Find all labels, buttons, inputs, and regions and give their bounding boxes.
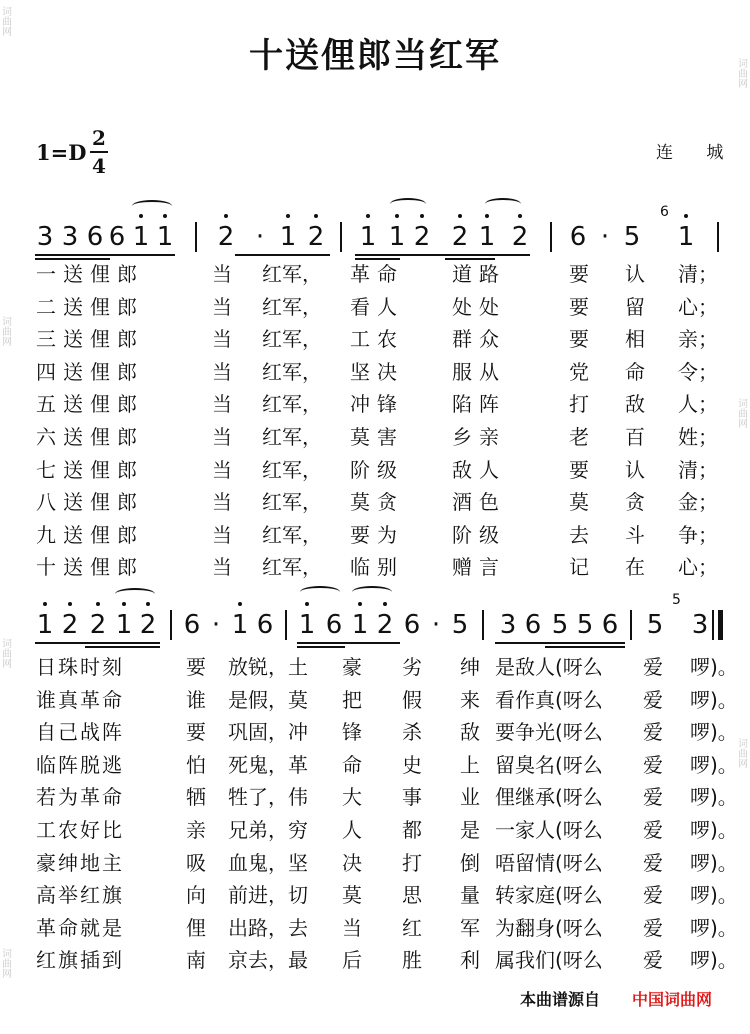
note: 2 [89,610,107,640]
slur [485,198,521,210]
lyric-segment: 爱 [643,915,663,940]
lyric-segment: 俚继承(呀么 [495,785,603,810]
lyric-segment: 南 [186,948,206,973]
note: 2 [217,222,235,252]
lyric-segment: 红军， [262,359,322,384]
beam-underline [495,642,625,644]
beam-underline [235,254,330,256]
high-octave-dot [96,602,100,606]
lyric-segment: 七送俚郎 [36,457,144,482]
note: 3 [691,610,709,640]
lyric-segment: 红军， [262,522,322,547]
lyric-segment: 爱 [643,850,663,875]
lyric-segment: 是 [460,818,480,842]
note: 2 [139,610,157,640]
note: 6 [524,610,542,640]
lyric-segment: 为翻身(呀么 [495,915,603,940]
lyric-segment: 打 [569,392,589,417]
lyric-segment: 吸 [186,850,206,875]
lyric-segment: 要为 [350,522,404,547]
lyric-segment: 当 [212,425,232,449]
note: 2 [307,222,325,252]
lyric-segment: 临阵脱逃 [36,752,124,777]
lyric-segment: 锋 [342,720,362,745]
lyric-segment: 酒色 [452,490,506,515]
lyric-segment: 爱 [643,752,663,777]
high-octave-dot [286,214,290,218]
lyric-segment: 啰)。 [690,687,738,712]
lyric-row [0,651,750,683]
lyric-segment: 八送俚郎 [36,490,144,515]
high-octave-dot [366,214,370,218]
lyric-segment: 亲 [186,818,206,842]
lyric-segment: 敌 [460,720,480,745]
watermark-right-2: 词曲网 [738,399,748,430]
beam-underline [85,646,160,648]
lyric-row [0,847,750,879]
lyric-segment: 业 [460,785,480,810]
lyric-segment: 豪 [342,655,362,679]
high-octave-dot [122,602,126,606]
lyric-segment: 谁 [186,687,206,712]
note-dot: · [211,610,221,640]
barline [630,610,632,640]
lyric-segment: 红 [402,915,422,940]
lyric-segment: 当 [212,294,232,319]
lyric-segment: 临别 [350,555,404,580]
barline [195,222,197,252]
lyric-segment: 高举红旗 [36,883,124,908]
watermark-left-1: 词曲网 [2,7,12,38]
lyric-segment: 当 [212,490,232,515]
lyric-segment: 假 [402,687,422,712]
barline [550,222,552,252]
note: 1 [156,222,174,252]
lyric-segment: 要 [569,294,589,319]
lyric-segment: 人； [678,392,718,417]
lyric-segment: 革命就是 [36,915,124,940]
note: 1 [115,610,133,640]
lyric-segment: 前进，切 [228,883,308,908]
lyric-segment: 留臭名(呀么 [495,752,603,777]
lyric-segment: 人 [342,818,362,842]
lyric-segment: 属我们(呀么 [495,948,603,973]
lyric-segment: 敌 [625,392,645,417]
lyric-segment: 血鬼，坚 [228,850,308,875]
lyric-segment: 认 [625,457,645,482]
composer-credit: 连 城 [656,143,738,163]
lyric-row [0,944,750,976]
barline [712,610,714,640]
lyric-segment: 倒 [460,850,480,875]
high-octave-dot [420,214,424,218]
note: 5 [451,610,469,640]
high-octave-dot [358,602,362,606]
lyric-row [0,519,750,551]
lyric-segment: 四送俚郎 [36,359,144,384]
note: 1 [478,222,496,252]
note: 1 [231,610,249,640]
lyric-segment: 阶级 [452,522,506,547]
lyric-segment: 要 [569,262,589,286]
lyric-segment: 胜 [402,948,422,973]
barline [285,610,287,640]
note: 6 [403,610,421,640]
lyric-segment: 一家人(呀么 [495,818,603,842]
lyric-segment: 九送俚郎 [36,522,144,547]
lyric-segment: 牺 [186,785,206,810]
watermark-left-2: 词曲网 [2,317,12,348]
note-dot: · [431,610,441,640]
lyric-segment: 六送俚郎 [36,425,144,449]
note: 6 [569,222,587,252]
final-barline [718,610,723,640]
grace-note: 6 [660,204,669,220]
watermark-right-1: 词曲网 [738,59,748,90]
barline [717,222,719,252]
lyric-segment: 思 [402,883,422,908]
lyric-segment: 命 [342,752,362,777]
lyric-segment: 劣 [402,655,422,679]
staff-line-2 [0,592,750,658]
lyric-segment: 事 [402,785,422,810]
note: 5 [551,610,569,640]
lyric-segment: 当 [342,915,362,940]
lyric-segment: 史 [402,752,422,777]
lyric-segment: 十送俚郎 [36,555,144,580]
high-octave-dot [139,214,143,218]
lyric-segment: 爱 [643,687,663,712]
lyric-segment: 日珠时刻 [36,655,124,679]
lyric-segment: 命 [625,359,645,384]
high-octave-dot [485,214,489,218]
lyric-segment: 红旗插到 [36,948,124,973]
lyric-segment: 爱 [643,720,663,745]
lyric-segment: 决 [342,850,362,875]
lyric-segment: 在 [625,555,645,580]
slur [390,198,426,210]
lyric-segment: 啰)。 [690,915,738,940]
lyric-segment: 巩固，冲 [228,720,308,745]
note: 6 [183,610,201,640]
lyric-segment: 啰)。 [690,818,738,842]
lyric-segment: 当 [212,555,232,580]
note: 1 [677,222,695,252]
beam-underline [545,646,625,648]
barline [340,222,342,252]
lyric-segment: 绅 [460,655,480,679]
lyric-segment: 啰)。 [690,850,738,875]
lyric-segment: 服从 [452,359,506,384]
lyric-segment: 赠言 [452,555,506,580]
high-octave-dot [43,602,47,606]
high-octave-dot [68,602,72,606]
lyric-segment: 老 [569,425,589,449]
note: 6 [601,610,619,640]
time-top: 2 [92,126,106,150]
slur [300,586,340,598]
lyric-segment: 红军， [262,490,322,515]
lyric-segment: 百 [625,425,645,449]
lyric-segment: 啰)。 [690,785,738,810]
beam-underline [297,646,345,648]
lyric-segment: 自己战阵 [36,720,124,745]
lyric-segment: 打 [402,850,422,875]
lyric-segment: 相 [625,327,645,352]
lyric-segment: 爱 [643,655,663,679]
lyric-segment: 兄弟，穷 [228,818,308,842]
note: 6 [108,222,126,252]
lyric-segment: 红军， [262,457,322,482]
lyric-segment: 斗 [625,522,645,547]
note: 1 [351,610,369,640]
time-bottom: 4 [92,154,106,178]
lyric-segment: 五送俚郎 [36,392,144,417]
lyric-segment: 红军， [262,294,322,319]
lyric-segment: 转家庭(呀么 [495,883,603,908]
lyric-row [0,454,750,486]
lyric-row [0,356,750,388]
source-site-link[interactable]: 中国词曲网 [632,990,713,1009]
lyric-segment: 豪绅地主 [36,850,124,875]
note-dot: · [255,222,265,252]
lyric-segment: 谁真革命 [36,687,124,712]
lyric-segment: 当 [212,359,232,384]
lyric-segment: 当 [212,522,232,547]
lyric-segment: 啰)。 [690,883,738,908]
lyric-segment: 来 [460,687,480,712]
lyric-segment: 心； [678,555,718,580]
lyric-segment: 道路 [452,262,506,286]
lyric-segment: 死鬼，革 [228,752,308,777]
lyric-segment: 要 [569,327,589,352]
lyric-segment: 认 [625,262,645,286]
note: 2 [376,610,394,640]
time-signature [90,127,108,177]
lyric-segment: 当 [212,327,232,352]
lyric-segment: 大 [342,785,362,810]
note: 1 [388,222,406,252]
barline [170,610,172,640]
lyric-segment: 令； [678,359,718,384]
high-octave-dot [395,214,399,218]
lyric-segment: 红军， [262,327,322,352]
lyric-row [0,388,750,420]
lyric-segment: 后 [342,948,362,973]
time-divider [90,151,108,153]
lyric-segment: 是假，莫 [228,687,308,712]
lyric-segment: 革命 [350,262,404,286]
lyric-segment: 工农好比 [36,818,124,842]
high-octave-dot [684,214,688,218]
lyric-segment: 当 [212,392,232,417]
beam-underline [35,642,160,644]
song-title: 十送俚郎当红军 [249,36,501,76]
lyric-segment: 党 [569,359,589,384]
lyric-segment: 坚决 [350,359,404,384]
watermark-right-3: 词曲网 [738,739,748,770]
note: 2 [61,610,79,640]
lyric-segment: 清； [678,262,718,286]
lyric-segment: 要 [186,720,206,745]
lyric-segment: 阶级 [350,457,404,482]
lyric-segment: 啰)。 [690,948,738,973]
lyric-row [0,486,750,518]
lyric-segment: 向 [186,883,206,908]
beam-underline [297,642,400,644]
lyric-segment: 工农 [350,327,404,352]
lyric-row [0,291,750,323]
lyric-segment: 啰)。 [690,655,738,679]
note: 1 [132,222,150,252]
lyric-segment: 唔留情(呀么 [495,850,603,875]
lyric-row [0,551,750,583]
lyric-segment: 啰)。 [690,720,738,745]
lyric-segment: 莫害 [350,425,404,449]
note: 5 [576,610,594,640]
lyric-segment: 要 [186,655,206,679]
slur [352,586,392,598]
beam-underline [35,254,175,256]
note: 3 [499,610,517,640]
lyric-segment: 若为革命 [36,785,124,810]
lyric-segment: 二送俚郎 [36,294,144,319]
source-label: 本曲谱源自 [520,990,601,1009]
lyric-segment: 要争光(呀么 [495,720,603,745]
lyric-row [0,781,750,813]
high-octave-dot [518,214,522,218]
lyric-segment: 看作真(呀么 [495,687,603,712]
note: 2 [451,222,469,252]
lyric-segment: 要 [569,457,589,482]
lyric-segment: 军 [460,915,480,940]
lyric-segment: 爱 [643,948,663,973]
note: 1 [279,222,297,252]
lyric-segment: 群众 [452,327,506,352]
lyric-segment: 亲； [678,327,718,352]
lyric-segment: 当 [212,457,232,482]
high-octave-dot [458,214,462,218]
lyric-segment: 乡亲 [452,425,506,449]
lyric-row [0,749,750,781]
note: 1 [36,610,54,640]
lyric-segment: 争； [678,522,718,547]
note: 5 [623,222,641,252]
lyric-segment: 莫贪 [350,490,404,515]
note: 2 [413,222,431,252]
lyric-segment: 把 [342,687,362,712]
lyric-segment: 清； [678,457,718,482]
lyric-segment: 啰)。 [690,752,738,777]
lyric-segment: 利 [460,948,480,973]
lyric-segment: 红军， [262,555,322,580]
lyric-row [0,323,750,355]
lyric-segment: 处处 [452,294,506,319]
high-octave-dot [238,602,242,606]
watermark-left-3: 词曲网 [2,639,12,670]
lyric-segment: 敌人 [452,457,506,482]
lyric-segment: 杀 [402,720,422,745]
high-octave-dot [146,602,150,606]
barline [482,610,484,640]
lyric-segment: 去 [569,522,589,547]
note: 1 [298,610,316,640]
lyric-segment: 记 [569,555,589,580]
lyric-segment: 量 [460,883,480,908]
lyric-row [0,814,750,846]
lyric-row [0,879,750,911]
note: 2 [511,222,529,252]
note: 1 [359,222,377,252]
lyric-segment: 红军， [262,425,322,449]
slur [115,588,155,600]
lyric-row [0,258,750,290]
slur [132,200,172,212]
lyric-segment: 陷阵 [452,392,506,417]
lyric-row [0,912,750,944]
note: 3 [61,222,79,252]
lyric-segment: 俚 [186,915,206,940]
lyric-segment: 贪 [625,490,645,515]
note: 6 [86,222,104,252]
lyric-segment: 是敌人(呀么 [495,655,603,679]
watermark-left-4: 词曲网 [2,949,12,980]
lyric-row [0,716,750,748]
lyric-segment: 红军， [262,392,322,417]
note: 6 [256,610,274,640]
lyric-segment: 冲锋 [350,392,404,417]
lyric-segment: 红军， [262,262,322,286]
lyric-segment: 上 [460,752,480,777]
lyric-segment: 怕 [186,752,206,777]
lyric-segment: 留 [625,294,645,319]
lyric-row [0,421,750,453]
grace-note: 5 [672,592,681,608]
lyric-segment: 莫 [342,883,362,908]
lyric-segment: 莫 [569,490,589,515]
lyric-segment: 京去，最 [228,948,308,973]
lyric-segment: 心； [678,294,718,319]
lyric-segment: 爱 [643,785,663,810]
note: 3 [36,222,54,252]
lyric-segment: 出路，去 [228,915,308,940]
key-signature: 1=D [36,140,87,165]
note: 5 [646,610,664,640]
beam-underline [355,254,530,256]
lyric-segment: 姓； [678,425,718,449]
lyric-segment: 三送俚郎 [36,327,144,352]
high-octave-dot [383,602,387,606]
high-octave-dot [163,214,167,218]
lyric-segment: 金； [678,490,718,515]
high-octave-dot [314,214,318,218]
lyric-segment: 一送俚郎 [36,262,144,286]
lyric-segment: 当 [212,262,232,286]
lyric-segment: 牲了，伟 [228,785,308,810]
lyric-segment: 都 [402,818,422,842]
lyric-segment: 爱 [643,883,663,908]
note-dot: · [600,222,610,252]
high-octave-dot [305,602,309,606]
lyric-segment: 看人 [350,294,404,319]
lyric-segment: 爱 [643,818,663,842]
lyric-segment: 放锐，土 [228,655,308,679]
lyric-row [0,684,750,716]
note: 6 [325,610,343,640]
high-octave-dot [224,214,228,218]
